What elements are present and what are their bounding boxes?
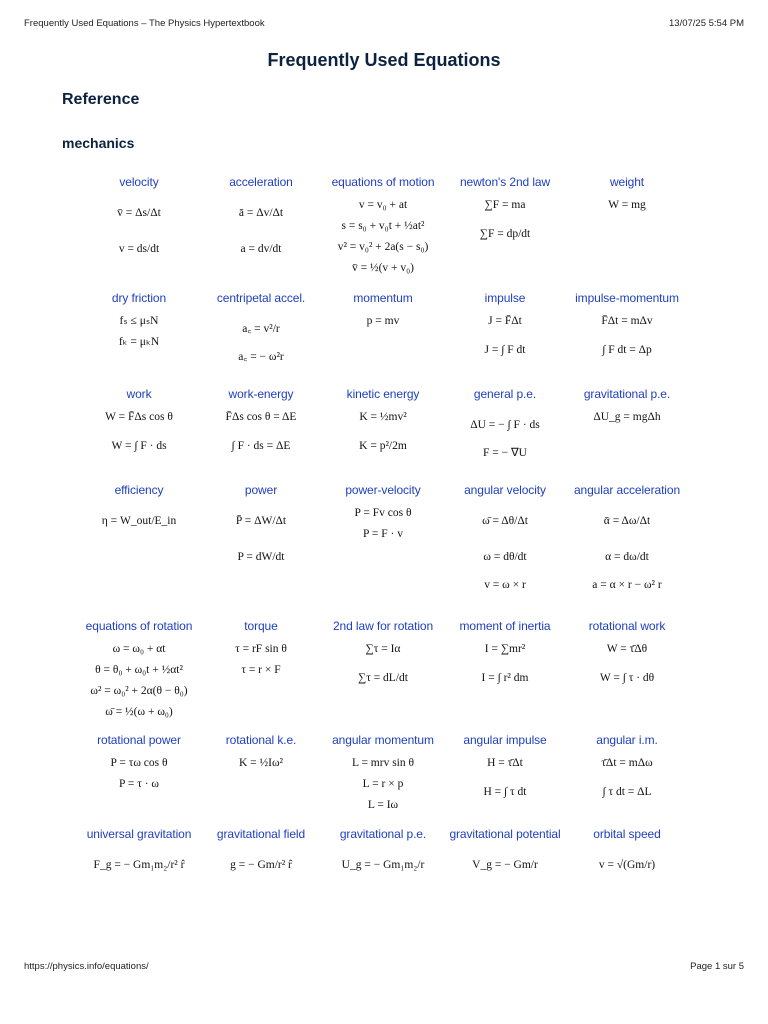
- equation-heading: [566, 387, 688, 401]
- equation-list: [200, 503, 322, 575]
- equation-topic-link[interactable]: universal gravitation: [86, 827, 192, 841]
- equation-cell: [322, 733, 444, 827]
- equation-heading: [322, 175, 444, 189]
- equation-cell: [444, 619, 566, 733]
- equation-list: [78, 311, 200, 353]
- equation-heading: [444, 291, 566, 305]
- equation: ∫ τ dt = ΔL: [602, 786, 652, 798]
- equation-list: [200, 195, 322, 267]
- equation-topic-link[interactable]: power-velocity: [345, 483, 421, 497]
- equation-heading: [322, 733, 444, 747]
- equation-list: [200, 847, 322, 883]
- equation-heading: [322, 483, 444, 497]
- equation-list: [200, 753, 322, 774]
- equation-cell: [444, 827, 566, 907]
- equation-cell: [78, 733, 200, 827]
- equation-cell: [200, 387, 322, 483]
- equation: W = F̄Δs cos θ: [105, 411, 173, 423]
- equation-list: [78, 847, 200, 883]
- equation: v = ω × r: [484, 579, 526, 591]
- equation: P = τ · ω: [119, 778, 159, 790]
- print-footer-page: Page 1 sur 5: [690, 961, 744, 972]
- equation-heading: [566, 827, 688, 841]
- equation-topic-link[interactable]: rotational k.e.: [225, 733, 297, 747]
- equation: v̄ = ½(v + v₀): [351, 262, 414, 274]
- equation-topic-link[interactable]: angular impulse: [463, 733, 547, 747]
- equation: p = mv: [366, 315, 400, 327]
- equation-heading: [200, 733, 322, 747]
- equation: a꜀ = − ω²r: [238, 351, 284, 363]
- equation-list: [78, 503, 200, 539]
- equation-heading: [566, 175, 688, 189]
- equation-cell: [200, 619, 322, 733]
- equation-topic-link[interactable]: work: [126, 387, 152, 401]
- equation: F̄Δs cos θ = ΔE: [225, 411, 297, 423]
- equation-cell: [322, 827, 444, 907]
- equation: U_g = − Gm₁m₂/r: [341, 859, 425, 871]
- equation: α = dω/dt: [605, 551, 649, 563]
- equation-heading: [444, 619, 566, 633]
- equation-cell: [444, 175, 566, 291]
- equation-cell: [78, 387, 200, 483]
- equation-list: [444, 195, 566, 252]
- equation: ∑τ = Iα: [365, 643, 401, 655]
- equation-topic-link[interactable]: angular i.m.: [596, 733, 658, 747]
- equation-topic-link[interactable]: centripetal accel.: [216, 291, 306, 305]
- equation-list: [78, 195, 200, 267]
- equation-topic-link[interactable]: gravitational p.e.: [583, 387, 671, 401]
- equation-list: [78, 753, 200, 795]
- equation-heading: [78, 291, 200, 305]
- equation: H = τ̄Δt: [487, 757, 523, 769]
- equation-heading: [444, 387, 566, 401]
- equation-heading: [322, 827, 444, 841]
- equation-cell: [444, 483, 566, 619]
- equation-heading: [322, 291, 444, 305]
- equation-topic-link[interactable]: angular velocity: [464, 483, 546, 497]
- equation-cell: [322, 175, 444, 291]
- equation-topic-link[interactable]: gravitational potential: [449, 827, 561, 841]
- equation: W = ∫ τ · dθ: [599, 672, 655, 684]
- equation-topic-link[interactable]: gravitational field: [216, 827, 306, 841]
- equation: ΔU_g = mgΔh: [593, 411, 661, 423]
- equation: ā = Δv/Δt: [238, 207, 284, 219]
- equation-list: [322, 639, 444, 696]
- equation-list: [444, 407, 566, 464]
- equation: ∫ F dt = Δp: [602, 344, 652, 356]
- equation-heading: [200, 175, 322, 189]
- equation-cell: [322, 483, 444, 619]
- equation-topic-link[interactable]: newton's 2nd law: [459, 175, 551, 189]
- equation: K = ½mv²: [359, 411, 407, 423]
- equation: F = − ∇U: [483, 447, 527, 459]
- equation-row: [78, 733, 688, 827]
- equation: τ̄Δt = mΔω: [601, 757, 653, 769]
- equation-list: [566, 311, 688, 368]
- equation: τ = r × F: [241, 664, 281, 676]
- equation-topic-link[interactable]: impulse-momentum: [575, 291, 679, 305]
- equation: ∑F = ma: [484, 199, 526, 211]
- equation-list: [322, 407, 444, 464]
- equation: ω̄ = Δθ/Δt: [482, 515, 528, 527]
- equation-cell: [78, 175, 200, 291]
- equation-heading: [566, 619, 688, 633]
- equation-cell: [566, 175, 688, 291]
- equation: K = p²/2m: [359, 440, 407, 452]
- equation-cell: [200, 827, 322, 907]
- equation-cell: [322, 619, 444, 733]
- equation-heading: [78, 483, 200, 497]
- equation: L = r × p: [362, 778, 404, 790]
- equation-cell: [78, 827, 200, 907]
- equation-heading: [200, 483, 322, 497]
- equation-list: [322, 753, 444, 816]
- equation-heading: [78, 175, 200, 189]
- equation-heading: [566, 483, 688, 497]
- equation-list: [78, 639, 200, 723]
- equation-heading: [200, 387, 322, 401]
- equation: W = τ̄Δθ: [606, 643, 648, 655]
- equation: P = F · v: [363, 528, 403, 540]
- equation-topic-link[interactable]: equations of rotation: [85, 619, 193, 633]
- equation-list: [322, 311, 444, 332]
- equation: v² = v₀² + 2a(s − s₀): [337, 241, 429, 253]
- equation-heading: [78, 733, 200, 747]
- equation-row: [78, 291, 688, 387]
- equation: η = W_out/E_in: [101, 515, 177, 527]
- equation-list: [566, 407, 688, 428]
- equation-cell: [78, 619, 200, 733]
- equation: v = ds/dt: [118, 243, 160, 255]
- equation-topic-link[interactable]: gravitational p.e.: [339, 827, 427, 841]
- print-header-datetime: 13/07/25 5:54 PM: [669, 18, 744, 29]
- equation-heading: [566, 291, 688, 305]
- equation: ΔU = − ∫ F · ds: [470, 419, 540, 431]
- equation: P̄ = ΔW/Δt: [235, 515, 287, 527]
- equation-topic-link[interactable]: equations of motion: [331, 175, 435, 189]
- equation-topic-link[interactable]: dry friction: [111, 291, 167, 305]
- equation-topic-link[interactable]: rotational power: [97, 733, 181, 747]
- equation-cell: [200, 291, 322, 387]
- print-footer: [24, 961, 744, 972]
- page-title: Frequently Used Equations: [267, 50, 501, 70]
- equation: P = dW/dt: [237, 551, 285, 563]
- equation-heading: [444, 827, 566, 841]
- equation-heading: [444, 733, 566, 747]
- equation: I = ∑mr²: [484, 643, 526, 655]
- equation-heading: [200, 619, 322, 633]
- equation-topic-link[interactable]: 2nd law for rotation: [332, 619, 434, 633]
- equation: a = dv/dt: [240, 243, 282, 255]
- equation: K = ½Iω²: [238, 757, 283, 769]
- equation-list: [566, 503, 688, 596]
- section-title: Reference: [62, 91, 140, 108]
- equation: V_g = − Gm/r: [472, 859, 538, 871]
- equation: τ = rF sin θ: [235, 643, 287, 655]
- equation: F̄Δt = mΔv: [601, 315, 653, 327]
- equation: W = mg: [608, 199, 646, 211]
- equation-list: [322, 195, 444, 279]
- equation-row: [78, 619, 688, 733]
- equation-list: [78, 407, 200, 464]
- equation-topic-link[interactable]: torque: [244, 619, 278, 633]
- equation-row: [78, 827, 688, 907]
- equation-row: [78, 483, 688, 619]
- equation-cell: [566, 387, 688, 483]
- equation: ᾱ = Δω/Δt: [603, 515, 651, 527]
- equation-heading: [566, 733, 688, 747]
- equation: v = √(Gm/r): [598, 859, 656, 871]
- equation-list: [200, 311, 322, 368]
- equation-list: [444, 311, 566, 368]
- equation-list: [444, 847, 566, 883]
- equation-topic-link[interactable]: weight: [609, 175, 645, 189]
- equation-heading: [78, 387, 200, 401]
- equation: s = s₀ + v₀t + ½at²: [341, 220, 425, 232]
- equation-cell: [444, 733, 566, 827]
- equation-heading: [444, 483, 566, 497]
- equation: P = Fv cos θ: [354, 507, 412, 519]
- equation-cell: [566, 827, 688, 907]
- subsection-title: mechanics: [62, 135, 135, 151]
- equation-cell: [444, 387, 566, 483]
- equation-cell: [566, 483, 688, 619]
- equation: ∑F = dp/dt: [479, 228, 531, 240]
- equation-topic-link[interactable]: angular acceleration: [573, 483, 681, 497]
- equation-heading: [444, 175, 566, 189]
- equation: W = ∫ F · ds: [111, 440, 167, 452]
- equation-topic-link[interactable]: efficiency: [114, 483, 164, 497]
- equation-grid: [78, 175, 688, 907]
- equation-topic-link[interactable]: angular momentum: [332, 733, 434, 747]
- equation: F_g = − Gm₁m₂/r² r̂: [93, 859, 185, 871]
- equation-list: [566, 847, 688, 883]
- equation-topic-link[interactable]: rotational work: [588, 619, 666, 633]
- equation: ω = dθ/dt: [483, 551, 527, 563]
- equation-topic-link[interactable]: moment of inertia: [459, 619, 551, 633]
- equation-topic-link[interactable]: acceleration: [229, 175, 293, 189]
- equation-list: [566, 195, 688, 216]
- equation-list: [566, 639, 688, 696]
- equation-heading: [200, 827, 322, 841]
- equation: fₛ ≤ μₛN: [119, 315, 159, 327]
- equation-heading: [322, 387, 444, 401]
- equation: g = − Gm/r² r̂: [230, 859, 292, 871]
- equation-cell: [566, 291, 688, 387]
- equation: I = ∫ r² dm: [481, 672, 529, 684]
- equation-row: [78, 387, 688, 483]
- equation: θ = θ₀ + ω₀t + ½αt²: [95, 664, 183, 676]
- equation: J = ∫ F dt: [484, 344, 526, 356]
- equation-cell: [322, 387, 444, 483]
- equation: H = ∫ τ dt: [483, 786, 527, 798]
- equation: a꜀ = v²/r: [242, 323, 280, 335]
- equation: v = v₀ + at: [358, 199, 408, 211]
- equation-list: [200, 407, 322, 464]
- equation: P = τω cos θ: [110, 757, 168, 769]
- print-header-title: Frequently Used Equations – The Physics Hypertextbook: [24, 18, 265, 29]
- print-footer-url: https://physics.info/equations/: [24, 961, 149, 972]
- equation-cell: [78, 483, 200, 619]
- equation-list: [444, 639, 566, 696]
- equation: L = mrv sin θ: [351, 757, 415, 769]
- equation: fₖ = μₖN: [118, 336, 160, 348]
- equation: ∫ F · ds = ΔE: [231, 440, 291, 452]
- equation-topic-link[interactable]: work-energy: [228, 387, 294, 401]
- equation-topic-link[interactable]: impulse: [484, 291, 526, 305]
- equation-list: [566, 753, 688, 810]
- equation-heading: [200, 291, 322, 305]
- equation-topic-link[interactable]: momentum: [353, 291, 413, 305]
- equation-topic-link[interactable]: power: [244, 483, 278, 497]
- equation-cell: [78, 291, 200, 387]
- equation: L = Iω: [367, 799, 399, 811]
- equation: ω² = ω₀² + 2α(θ − θ₀): [90, 685, 188, 697]
- equation-cell: [200, 483, 322, 619]
- equation-cell: [566, 733, 688, 827]
- equation: a = α × r − ω² r: [592, 579, 662, 591]
- equation: ∑τ = dL/dt: [358, 672, 408, 684]
- equation-list: [444, 753, 566, 810]
- equation-cell: [200, 175, 322, 291]
- print-header: [24, 18, 744, 29]
- equation: J = F̄Δt: [488, 315, 522, 327]
- equation-cell: [444, 291, 566, 387]
- equation-list: [444, 503, 566, 596]
- equation: ω̄ = ½(ω + ω₀): [105, 706, 173, 718]
- equation-heading: [322, 619, 444, 633]
- equation-list: [200, 639, 322, 681]
- equation-heading: [78, 619, 200, 633]
- equation-topic-link[interactable]: orbital speed: [593, 827, 661, 841]
- equation: v̄ = Δs/Δt: [117, 207, 161, 219]
- equation-row: [78, 175, 688, 291]
- equation-list: [322, 503, 444, 545]
- equation-cell: [322, 291, 444, 387]
- equation-topic-link[interactable]: kinetic energy: [346, 387, 420, 401]
- equation: ω = ω₀ + αt: [112, 643, 166, 655]
- equation-cell: [200, 733, 322, 827]
- equation-heading: [78, 827, 200, 841]
- equation-list: [322, 847, 444, 883]
- equation-topic-link[interactable]: general p.e.: [473, 387, 537, 401]
- equation-cell: [566, 619, 688, 733]
- equation-topic-link[interactable]: velocity: [119, 175, 159, 189]
